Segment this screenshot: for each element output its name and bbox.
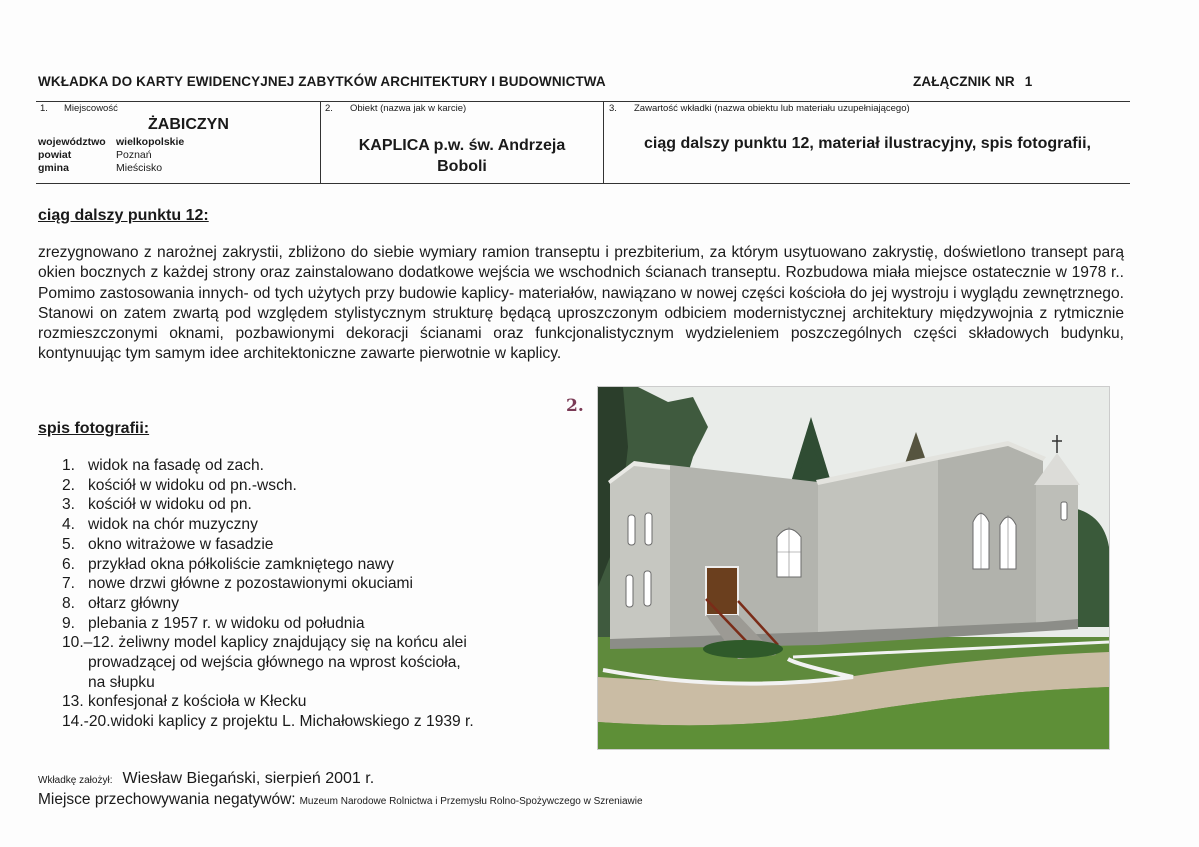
cell2-number: 2.	[325, 103, 333, 114]
photo-list-item: 1. widok na fasadę od zach.	[62, 457, 264, 474]
continuation-title: ciąg dalszy punktu 12:	[38, 207, 209, 224]
cell1-number: 1.	[40, 103, 48, 114]
author-label: Wkładkę założył:	[38, 775, 113, 786]
photo-list-item-continuation: na słupku	[88, 673, 155, 691]
commune-value: Mieścisko	[116, 162, 163, 174]
attachment-number: 1	[1024, 74, 1033, 89]
photo-list-item-continuation: prowadzącej od wejścia głównego na wprost kościoła,	[88, 654, 461, 672]
commune-row	[38, 162, 162, 174]
negatives-value: Muzeum Narodowe Rolnictwa i Przemysłu Rolno-Spożywczego w Szreniawie	[299, 796, 643, 807]
chapel-photo	[597, 386, 1110, 750]
photo-list	[62, 456, 474, 732]
photo-list-item: 2. kościół w widoku od pn.-wsch.	[62, 476, 297, 494]
place-name: ŻABICZYN	[148, 116, 229, 133]
county-row	[38, 149, 152, 161]
photo-list-item: 7. nowe drzwi główne z pozostawionymi okuciami	[62, 575, 414, 593]
voivodeship-row	[38, 136, 184, 148]
photo-list-item: 14.-20.widoki kaplicy z projektu L. Michałowskiego z 1939 r.	[62, 713, 474, 731]
table-divider-1	[320, 101, 321, 183]
photo-list-item: 6. przykład okna półkoliście zamkniętego nawy	[62, 555, 394, 573]
attachment-label-text: ZAŁĄCZNIK NR	[913, 74, 1015, 89]
object-name	[322, 135, 602, 177]
photo-list-item: 4. widok na chór muzyczny	[62, 516, 258, 534]
table-top-border	[36, 101, 1130, 102]
voivodeship-label: województwo	[38, 136, 106, 148]
commune-label: gmina	[38, 162, 69, 174]
photo-list-item: 5. okno witrażowe w fasadzie	[62, 535, 274, 553]
continuation-text: zrezygnowano z narożnej zakrystii, zbliżono do siebie wymiary ramion transeptu i prezbiterium, za którym usytuowano zakrystię, doświetlono transept parą okien bocznych z każdej strony oraz zainstalowano dodatkowe wejścia we wschodnich ścianach transeptu. Rozbudowa miała miejsce ostatecznie w 1978 r.. Pomimo zastosowania innych- od tych użytych przy budowie kaplicy- materiałów, nawiązano w nowej części kościoła do jej wystroju i wyglądu zewnętrznego. Stanowi on zatem zwartą pod względem stylistycznym strukturę będącą uproszczonym odbiciem modernistycznej architektury międzywojnia z rytmicznie rozmieszczonymi oknami, pozbawionymi dekoracji ścianami oraz funkcjonalistycznym wydzieleniem poszczególnych części składowych budynku, kontynuując tym samym idee architektoniczne zawarte pierwotnie w kaplicy.	[38, 244, 1124, 363]
photo-list-title: spis fotografii:	[38, 420, 150, 437]
negatives-line	[38, 791, 643, 809]
object-name-line1: KAPLICA p.w. św. Andrzeja	[358, 137, 566, 154]
photo-facade	[610, 462, 670, 645]
attachment-label	[913, 74, 1032, 89]
table-bottom-border	[36, 183, 1130, 184]
county-label: powiat	[38, 149, 72, 161]
cell2-label: Obiekt (nazwa jak w karcie)	[350, 103, 467, 114]
document-title: WKŁADKA DO KARTY EWIDENCYJNEJ ZABYTKÓW ARCHITEKTURY I BUDOWNICTWA	[38, 74, 606, 89]
insert-content: ciąg dalszy punktu 12, materiał ilustracyjny, spis fotografii,	[644, 135, 1091, 152]
photo-list-item: 10.–12. żeliwny model kaplicy znajdujący się na końcu alei	[62, 634, 467, 652]
photo-list-item: 13. konfesjonał z kościoła w Kłecku	[62, 693, 307, 711]
photo-number-mark: 2.	[566, 396, 584, 416]
photo-transept	[938, 443, 1043, 635]
cell3-label: Zawartość wkładki (nazwa obiektu lub materiału uzupełniającego)	[634, 103, 910, 114]
photo-list-item: 9. plebania z 1957 r. w widoku od południa	[62, 614, 365, 632]
photo-door	[706, 567, 738, 615]
photo-tower	[1036, 485, 1078, 623]
author-value: Wiesław Biegański, sierpień 2001 r.	[122, 770, 375, 787]
table-divider-2	[603, 101, 604, 183]
cell1-label: Miejscowość	[64, 103, 118, 114]
cell3-number: 3.	[609, 103, 617, 114]
object-name-line2: Boboli	[437, 158, 487, 175]
photo-list-item: 8. ołtarz główny	[62, 594, 180, 612]
voivodeship-value: wielkopolskie	[116, 136, 185, 148]
negatives-label: Miejsce przechowywania negatywów:	[38, 791, 296, 808]
author-line	[38, 770, 374, 788]
photo-list-item: 3. kościół w widoku od pn.	[62, 496, 252, 514]
county-value: Poznań	[116, 149, 152, 161]
